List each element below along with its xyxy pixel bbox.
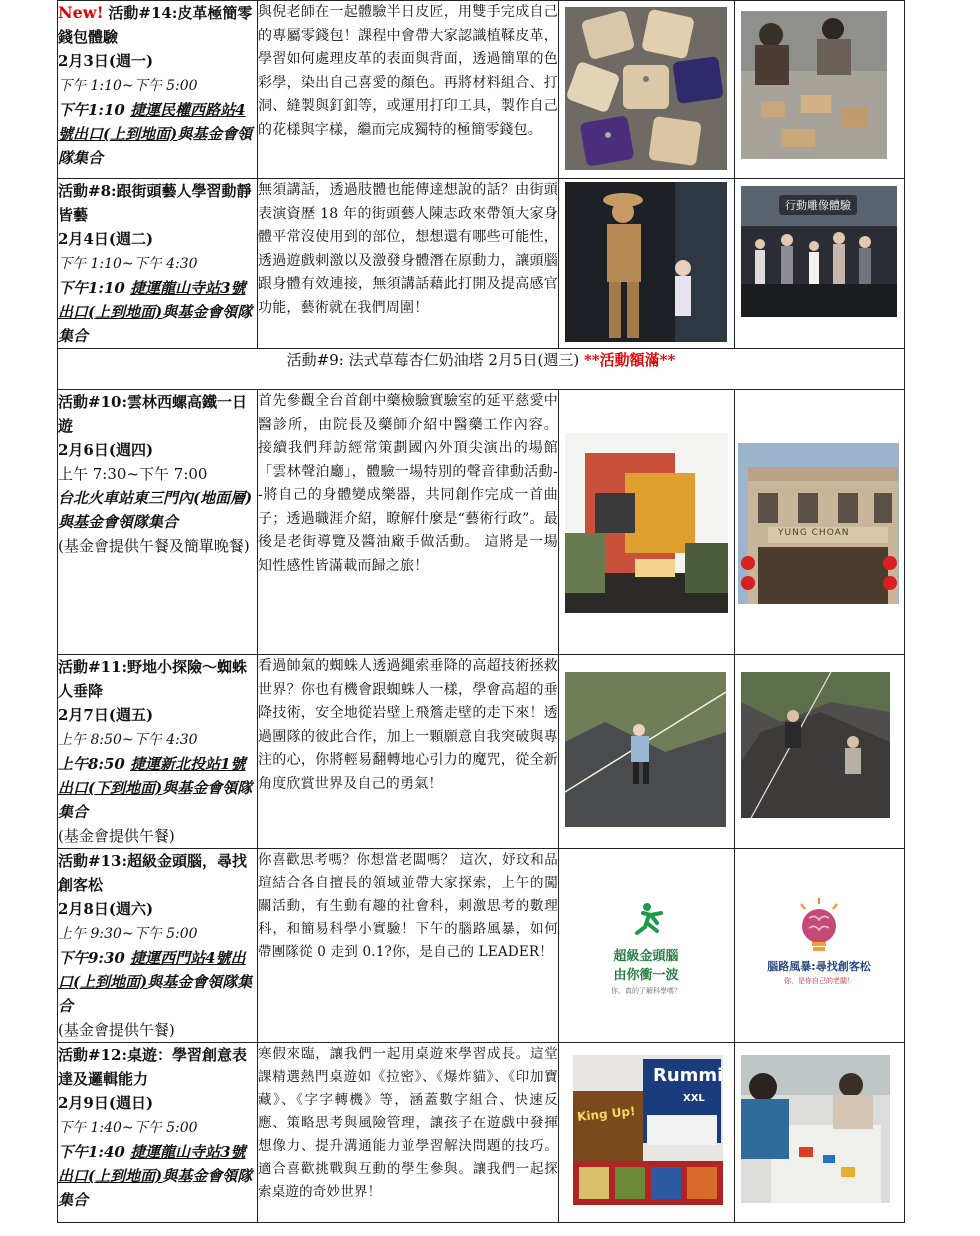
- photo-cell: [735, 1, 905, 179]
- super-brain-logo: [565, 901, 727, 1001]
- meeting-point: 下午1:10 捷運民權西路站4號出口(上到地面)與基金會領隊集合: [58, 101, 253, 167]
- logo-subtitle: 你，真的了解科學嗎？: [611, 987, 681, 995]
- photo-cell: [735, 849, 905, 1043]
- photo-cell: [559, 655, 735, 849]
- meeting-point: 下午1:40 捷運龍山寺站3號出口(上到地面)與基金會領隊集合: [58, 1143, 253, 1209]
- clinic-building-photo: [565, 433, 728, 613]
- table-row: [58, 179, 905, 349]
- activity-info-cell: [58, 849, 258, 1043]
- leather-wallets-photo: [565, 7, 727, 170]
- photo-cell: [559, 1043, 735, 1223]
- photo-cell: [735, 655, 905, 849]
- table-row: [58, 349, 905, 390]
- table-row: [58, 1, 905, 179]
- full-activity-banner: [58, 349, 905, 390]
- activity-title: 活動#11:野地小探險～蜘蛛人垂降: [58, 658, 247, 700]
- workshop-photo: [741, 11, 887, 159]
- activity-info-cell: [58, 179, 258, 349]
- activity-table: [57, 0, 905, 1223]
- activity-description: 與倪老師在一起體驗半日皮匠，用雙手完成自己的專屬零錢包！課程中會帶大家認識植鞣皮革，學習如何處理皮革的表面與背面，透過簡單的色彩學，染出自己喜愛的顏色。再將材料組合、打洞、縫製與釘釦等，或運用打印工具，製作自己的花樣與字樣，繼而完成獨特的極簡零錢包。: [258, 1, 559, 179]
- activity-date: 2月7日(週五): [58, 706, 154, 724]
- table-row: [58, 655, 905, 849]
- store-sign: YUNG CHOAN: [778, 528, 850, 538]
- activity-info-cell: [58, 1043, 258, 1223]
- photo-cell: [735, 179, 905, 349]
- activity-date: 2月3日(週一): [58, 52, 154, 70]
- activity-description: 寒假來臨，讓我們一起用桌遊來學習成長。這堂課精選熱門桌遊如《拉密》、《爆炸貓》、《印加寶藏》、《字字轉機》等，涵蓋數字組合、快速反應、策略思考與風險管理，讓孩子在遊戲中發揮想像力、提升溝通能力並學習解決問題的技巧。適合喜歡挑戰與互動的學生參與。讓我們一起探索桌遊的奇妙世界！: [258, 1043, 559, 1223]
- group-pose-photo: [741, 186, 897, 317]
- full-activity-text: 活動#9: 法式草莓杏仁奶油塔 2月5日(週三): [286, 351, 584, 369]
- photo-cell: [735, 390, 905, 655]
- table-row: [58, 849, 905, 1043]
- activity-date: 2月9日(週日): [58, 1094, 154, 1112]
- activity-time: 上午 8:50~下午 4:30: [58, 732, 198, 748]
- photo-cell: [559, 179, 735, 349]
- activity-time: 下午 1:10~下午 5:00: [58, 78, 198, 94]
- logo-title-line1: 超級金頭腦: [613, 949, 679, 964]
- rappelling-photo-1: [565, 672, 726, 827]
- activity-info-cell: [58, 1, 258, 179]
- photo-cell: [559, 390, 735, 655]
- board-games-photo: [573, 1055, 723, 1205]
- old-street-photo: [738, 443, 899, 604]
- activity-title: 活動#12:桌遊：學習創意表達及邏輯能力: [58, 1046, 247, 1088]
- logo-subtitle: 你，是你自己的老闆！: [784, 977, 854, 985]
- activity-info-cell: [58, 390, 258, 655]
- new-badge: New!: [58, 3, 104, 22]
- game-box-sub: XXL: [683, 1093, 705, 1104]
- logo-title-line2: 由你衝一波: [613, 968, 679, 983]
- activity-description: 無須講話，透過肢體也能傳達想說的話？由街頭表演資歷 18 年的街頭藝人陳志政來帶領大家身體平常沒使用到的部位，想想還有哪些可能性，透過遊戲刺激以及激發身體潛在原動力，讓頭腦跟身體有效連接，無須講話藉此打開及提高感官功能，藝術就在我們周圍！: [258, 179, 559, 349]
- game-box-label: Rummi: [653, 1065, 723, 1086]
- game-box-label: King Up!: [576, 1103, 637, 1125]
- activity-title: 活動#8:跟街頭藝人學習動靜皆藝: [58, 182, 252, 224]
- activity-title: 活動#10:雲林西螺高鐵一日遊: [58, 393, 247, 435]
- brainstorm-logo: [739, 896, 899, 996]
- activity-time: 上午 9:30~下午 5:00: [58, 926, 198, 942]
- photo-cell: [559, 1, 735, 179]
- table-row: [58, 1043, 905, 1223]
- logo-title: 腦路風暴:尋找創客松: [767, 960, 871, 973]
- rappelling-photo-2: [741, 672, 890, 818]
- meal-note: (基金會提供午餐及簡單晚餐): [58, 537, 250, 555]
- activity-description: 首先參觀全台首創中藥檢驗實驗室的延平慈愛中醫診所，由院長及藥師介紹中醫藥工作內容。 接續我們拜訪經常策劃國內外頂尖演出的場館「雲林聲泊廳」，體驗一場特別的聲音律動活動--將自己的身體變成樂器，共同創作完成一首曲子；透過職涯介紹，瞭解什麼是“藝術行政”。最後是老街導覽及醬油廠手做活動。 這將是一場知性感性皆滿載而歸之旅！: [258, 390, 559, 655]
- meeting-point: 下午9:30 捷運西門站4號出口(上到地面)與基金會領隊集合: [58, 949, 253, 1015]
- activity-title: 活動#13:超級金頭腦，尋找創客松: [58, 852, 247, 894]
- meal-note: (基金會提供午餐): [58, 827, 175, 845]
- meeting-point: 上午8:50 捷運新北投站1號出口(下到地面)與基金會領隊集合: [58, 755, 253, 821]
- meal-note: (基金會提供午餐): [58, 1021, 175, 1039]
- activity-time: 下午 1:10~下午 4:30: [58, 256, 198, 272]
- activity-date: 2月4日(週二): [58, 230, 154, 248]
- activity-description: 你喜歡思考嗎？你想當老闆嗎？ 這次，妤玟和品瑄結合各自擅長的領域並帶大家探索，上午的闖關活動，有生動有趣的社會科，刺激思考的數理科，和簡易科學小實驗！下午的腦路風暴，如何帶團隊從 0 走到 0.1?你，是自己的 LEADER！: [258, 849, 559, 1043]
- meeting-point: 下午1:10 捷運龍山寺站3號出口(上到地面)與基金會領隊集合: [58, 279, 253, 345]
- kids-playing-photo: [741, 1055, 890, 1203]
- full-status-tag: **活動額滿**: [583, 351, 676, 369]
- meeting-point: 台北火車站東三門內(地面層)與基金會領隊集合: [58, 489, 253, 531]
- activity-info-cell: [58, 655, 258, 849]
- activity-date: 2月8日(週六): [58, 900, 154, 918]
- photo-cell: [735, 1043, 905, 1223]
- activity-description: 看過帥氣的蜘蛛人透過繩索垂降的高超技術拯救世界？你也有機會跟蜘蛛人一樣，學會高超的垂降技術，安全地從岩壁上飛簷走壁的走下來！透過團隊的彼此合作，加上一顆願意自我突破與專注的心，你將輕易翻轉地心引力的魔咒，從全新角度欣賞世界及自己的勇氣！: [258, 655, 559, 849]
- activity-date: 2月6日(週四): [58, 441, 154, 459]
- activity-time: 下午 1:40~下午 5:00: [58, 1120, 198, 1136]
- activity-title: 活動#14:皮革極簡零錢包體驗: [58, 4, 253, 46]
- photo-cell: [559, 849, 735, 1043]
- photo-caption: 行動雕像體驗: [779, 195, 857, 215]
- living-statue-photo: [565, 182, 727, 342]
- activity-time: 上午 7:30~下午 7:00: [58, 465, 208, 483]
- table-row: [58, 390, 905, 655]
